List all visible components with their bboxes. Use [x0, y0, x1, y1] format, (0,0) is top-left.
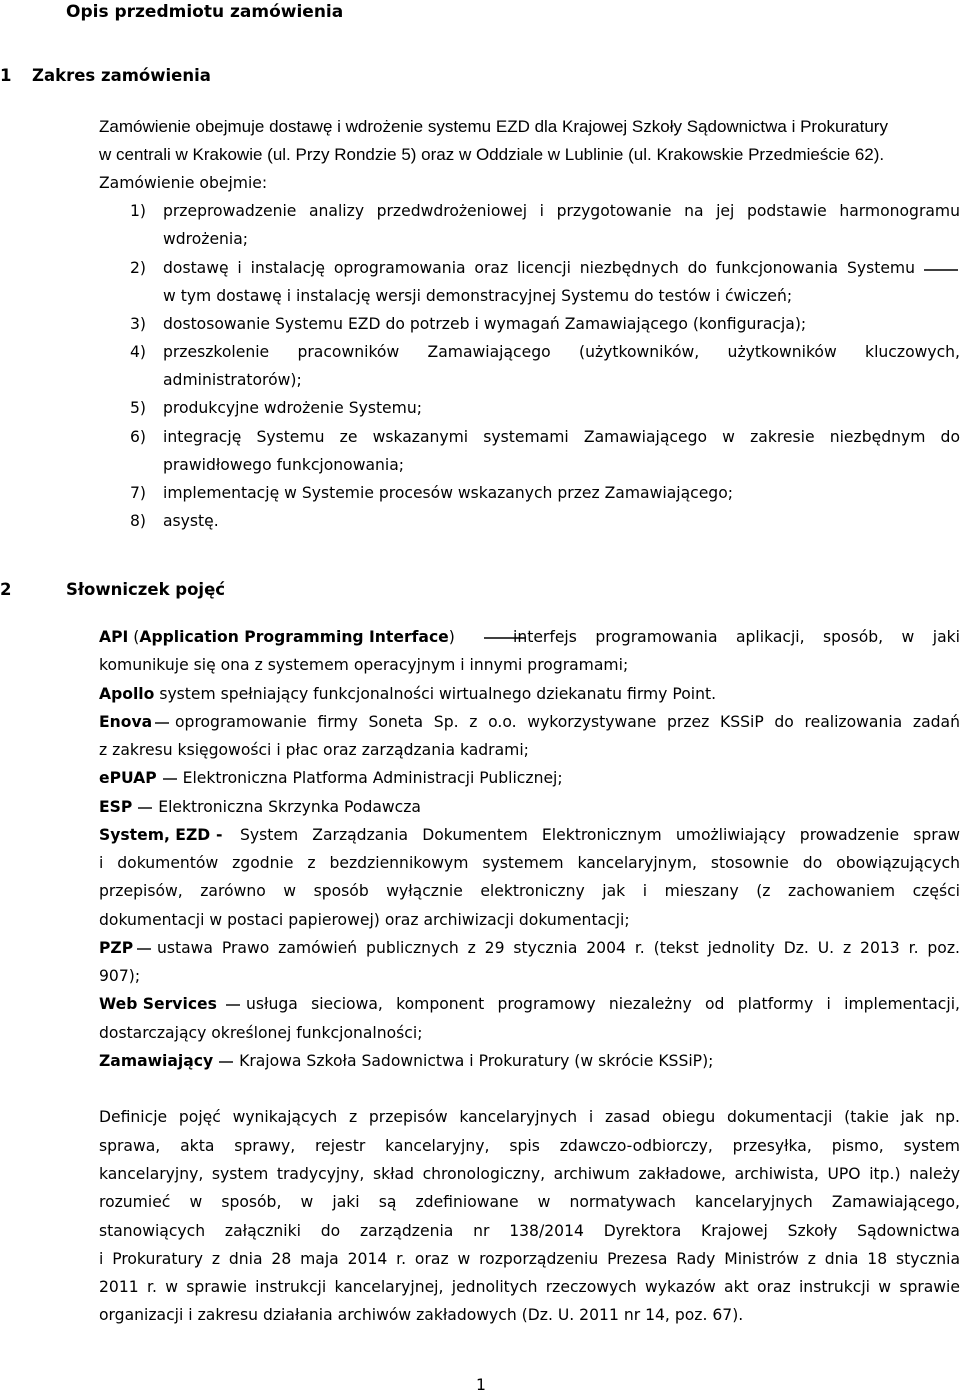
glossary-entry-esp [99, 798, 421, 816]
list-item-text: produkcyjne wdrożenie Systemu; [163, 399, 422, 417]
list-item-text: prawidłowego funkcjonowania; [163, 456, 405, 474]
glossary-def: przepisów, zarówno w sposób wyłącznie elektroniczny jak i mieszany (z zachowaniem części [99, 882, 960, 900]
definitions-paragraph-line: organizacji i zakresu działania archiwów zakładowych (Dz. U. 2011 nr 14, poz. 67). [99, 1306, 744, 1324]
glossary-term: ePUAP [99, 769, 157, 787]
definitions-paragraph-line: rozumieć w sposób, w jaki są zdefiniowane w normatywach kancelaryjnych Zamawiającego, [99, 1193, 960, 1211]
em-dash [137, 806, 153, 810]
glossary-entry-api [99, 628, 455, 646]
definitions-paragraph-line: kancelaryjny, system tradycyjny, skład chronologiczny, archiwum zakładowe, archiwista, UPO itp.) należy [99, 1165, 960, 1183]
list-item-number: 1) [130, 202, 147, 220]
section2-heading: Słowniczek pojęć [66, 580, 226, 599]
glossary-def: z zakresu księgowości i płac oraz zarządzania kadrami; [99, 741, 529, 759]
section2-number: 2 [0, 580, 12, 599]
glossary-def: Krajowa Szkoła Sadownictwa i Prokuratury (w skrócie KSSiP); [239, 1052, 714, 1070]
intro-line-1: Zamówienie obejmuje dostawę i wdrożenie systemu EZD dla Krajowej Szkoły Sądownictwa i Prokuratury [99, 117, 888, 136]
glossary-term: PZP [99, 939, 134, 957]
glossary-entry-epuap [99, 769, 563, 787]
list-item-text: dostawę i instalację oprogramowania oraz licencji niezbędnych do funkcjonowania Systemu [163, 259, 915, 277]
list-item-number: 8) [130, 512, 147, 530]
intro-line-2: w centrali w Krakowie (ul. Przy Rondzie 5) oraz w Oddziale w Lublinie (ul. Krakowskie Przedmieście 62). [99, 145, 885, 164]
glossary-term: Web Services [99, 995, 217, 1013]
em-dash [162, 777, 178, 781]
section1-number: 1 [0, 66, 12, 85]
definitions-paragraph-line: sprawa, akta sprawy, rejestr kancelaryjny, spis zdawczo-odbiorczy, przesyłka, pismo, system [99, 1137, 960, 1155]
glossary-def: oprogramowanie firmy Soneta Sp. z o.o. wykorzystywane przez KSSiP do realizowania zadań [175, 713, 960, 731]
em-dash [155, 721, 169, 725]
list-item-text: integrację Systemu ze wskazanymi systemami Zamawiającego w zakresie niezbędnym do [163, 428, 960, 446]
list-item-number: 7) [130, 484, 147, 502]
glossary-term: Zamawiający [99, 1052, 214, 1070]
em-dash [218, 1060, 234, 1064]
definitions-paragraph-line: stanowiących załączniki do zarządzenia nr 138/2014 Dyrektora Krajowej Szkoły Sądownictwa [99, 1222, 960, 1240]
glossary-separator: - [216, 826, 223, 844]
glossary-def: Elektroniczna Platforma Administracji Publicznej; [182, 769, 563, 787]
list-item-text: w tym dostawę i instalację wersji demonstracyjnej Systemu do testów i ćwiczeń; [163, 287, 793, 305]
glossary-def: komunikuje się ona z systemem operacyjnym i innymi programami; [99, 656, 629, 674]
intro-line-3: Zamówienie obejmie: [99, 174, 268, 192]
glossary-term: ESP [99, 798, 133, 816]
section1-heading: Zakres zamówienia [32, 66, 211, 85]
glossary-term: System, EZD [99, 826, 211, 844]
document-title: Opis przedmiotu zamówienia [66, 2, 344, 22]
glossary-def: usługa sieciowa, komponent programowy niezależny od platformy i implementacji, [246, 995, 960, 1013]
definitions-paragraph-line: 2011 r. w sprawie instrukcji kancelaryjnej, jednolitych rzeczowych wykazów akt oraz instrukcji w sprawie [99, 1278, 960, 1296]
glossary-term-expansion: Application Programming Interface [139, 628, 449, 646]
em-dash [226, 1003, 240, 1007]
list-item-text: wdrożenia; [163, 230, 249, 248]
glossary-def: System Zarządzania Dokumentem Elektronicznym umożliwiający prowadzenie spraw [240, 826, 960, 844]
list-item-text: asystę. [163, 512, 219, 530]
glossary-def: Elektroniczna Skrzynka Podawcza [158, 798, 421, 816]
glossary-def: dostarczający określonej funkcjonalności; [99, 1024, 423, 1042]
glossary-term: Enova [99, 713, 153, 731]
em-dash [924, 268, 958, 272]
glossary-def: system spełniający funkcjonalności wirtualnego dziekanatu firmy Point. [159, 685, 717, 703]
list-item-number: 6) [130, 428, 147, 446]
list-item-text: implementację w Systemie procesów wskazanych przez Zamawiającego; [163, 484, 733, 502]
glossary-entry-apollo [99, 685, 716, 703]
page-number: 1 [476, 1376, 486, 1394]
paren: ( [133, 628, 140, 646]
list-item-number: 3) [130, 315, 147, 333]
list-item-text: przeprowadzenie analizy przedwdrożeniowej i przygotowanie na jej podstawie harmonogramu [163, 202, 960, 220]
list-item-text: dostosowanie Systemu EZD do potrzeb i wymagań Zamawiającego (konfiguracja); [163, 315, 807, 333]
glossary-def: i dokumentów zgodnie z bezdziennikowym systemem kancelaryjnym, stosownie do obowiązujących [99, 854, 960, 872]
glossary-def: ustawa Prawo zamówień publicznych z 29 stycznia 2004 r. (tekst jednolity Dz. U. z 2013 r. poz. [157, 939, 960, 957]
list-item-number: 5) [130, 399, 147, 417]
glossary-def: interfejs programowania aplikacji, sposób, w jaki [513, 628, 960, 646]
glossary-def: dokumentacji w postaci papierowej) oraz archiwizacji dokumentacji; [99, 911, 630, 929]
glossary-term: API [99, 628, 129, 646]
paren: ) [448, 628, 455, 646]
definitions-paragraph-line: Definicje pojęć wynikających z przepisów kancelaryjnych i zasad obiegu dokumentacji (takie jak np. [99, 1108, 960, 1126]
list-item-number: 2) [130, 259, 147, 277]
list-item-text: administratorów); [163, 371, 302, 389]
list-item-text: przeszkolenie pracowników Zamawiającego (użytkowników, użytkowników kluczowych, [163, 343, 960, 361]
glossary-term: Apollo [99, 685, 155, 703]
definitions-paragraph-line: i Prokuratury z dnia 28 maja 2014 r. oraz w rozporządzeniu Prezesa Rady Ministrów z dnia 18 stycznia [99, 1250, 960, 1268]
list-item-number: 4) [130, 343, 147, 361]
em-dash [137, 947, 151, 951]
glossary-entry-zamawiajacy [99, 1052, 713, 1070]
glossary-def: 907); [99, 967, 141, 985]
